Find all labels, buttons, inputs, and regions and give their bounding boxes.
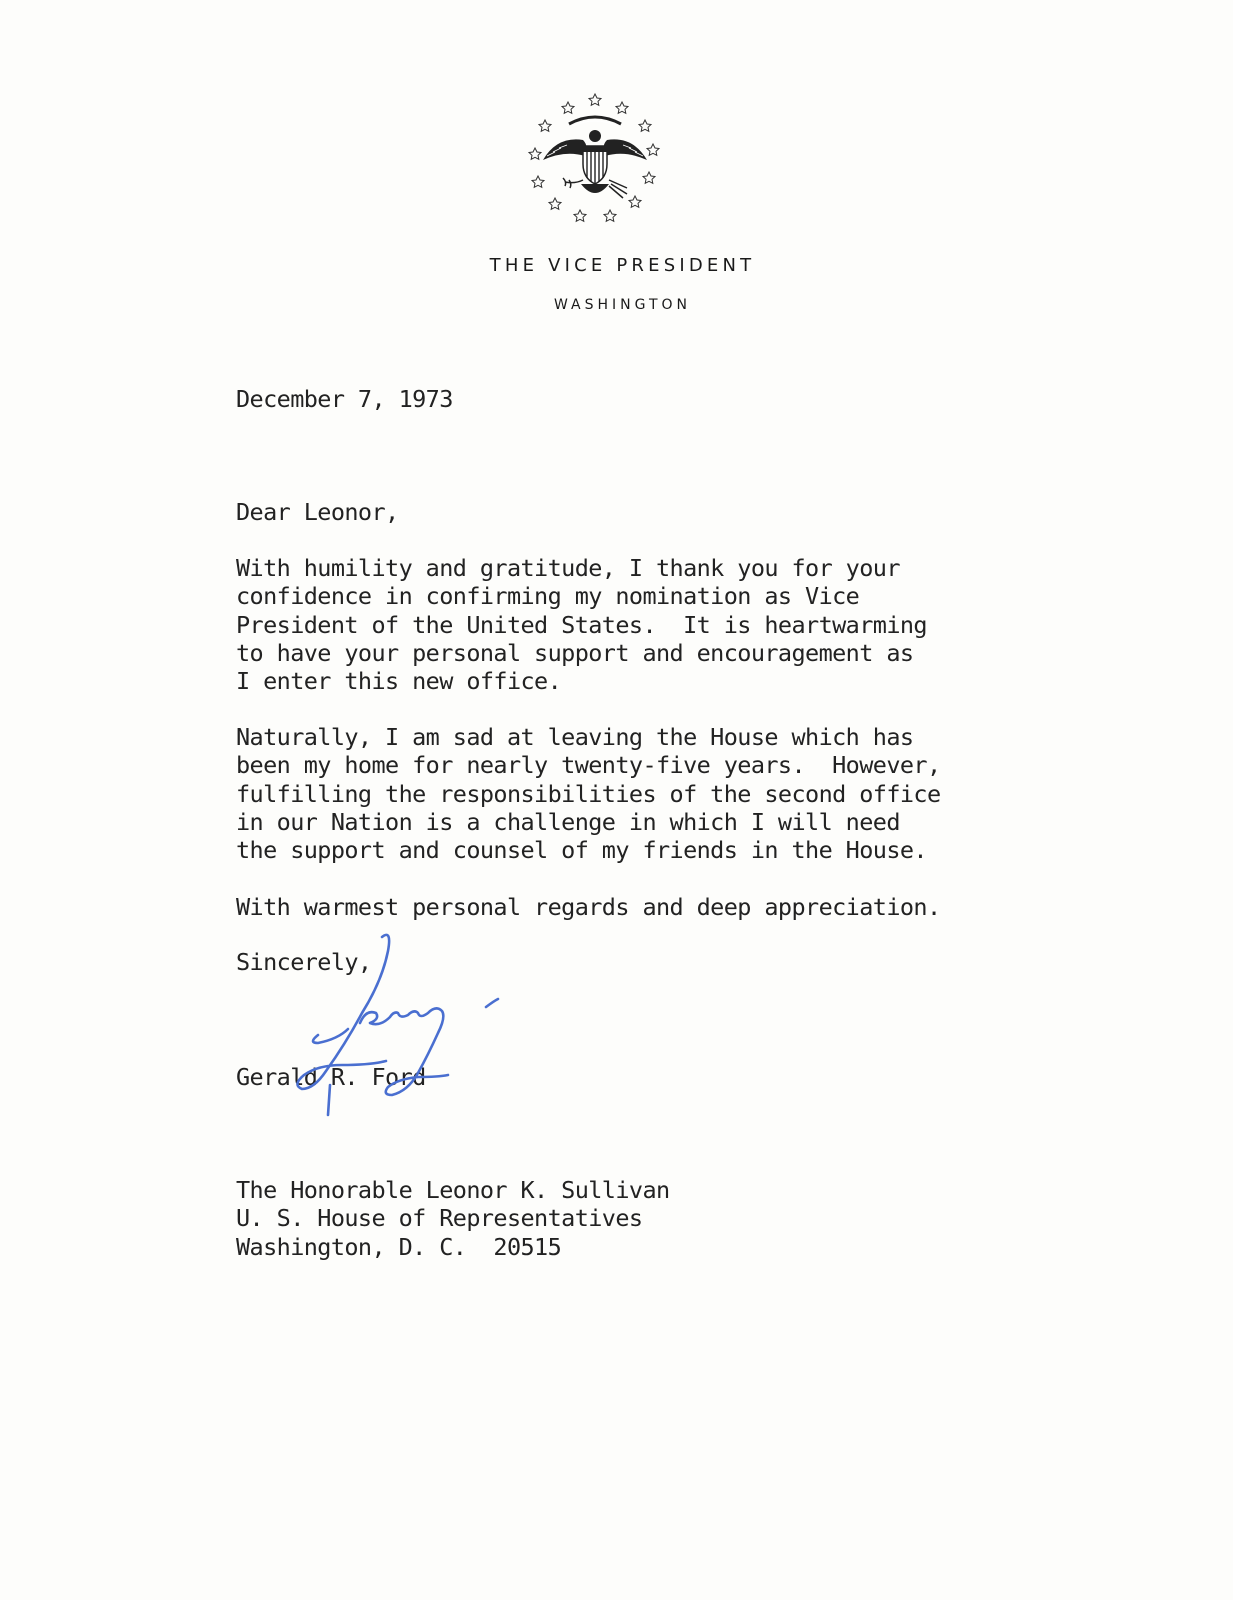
salutation: Dear Leonor, [236, 498, 399, 526]
valediction: Sincerely, [236, 948, 372, 976]
typed-signer-name: Gerald R. Ford [236, 1063, 426, 1091]
letter-date: December 7, 1973 [236, 385, 453, 413]
body-paragraph-2: Naturally, I am sad at leaving the House which has been my home for nearly twenty-five years. However, fulfilling the responsibilities of the second office in our Nation is a challenge in which I will need the support and counsel of my friends in the House. [236, 723, 941, 865]
body-paragraph-1: With humility and gratitude, I thank you for your confidence in confirming my nomination as Vice President of the United States. It is heartwarming to have your personal support and encouragement as I enter this new office. [236, 554, 927, 696]
letterhead-title: THE VICE PRESIDENT [489, 255, 756, 276]
letterhead-city: WASHINGTON [553, 297, 692, 313]
vice-presidential-seal-icon [525, 86, 665, 226]
closing-line: With warmest personal regards and deep appreciation. [236, 893, 941, 921]
handwritten-signature [290, 925, 530, 1125]
recipient-address: The Honorable Leonor K. Sullivan U. S. House of Representatives Washington, D. C. 20515 [236, 1176, 670, 1261]
